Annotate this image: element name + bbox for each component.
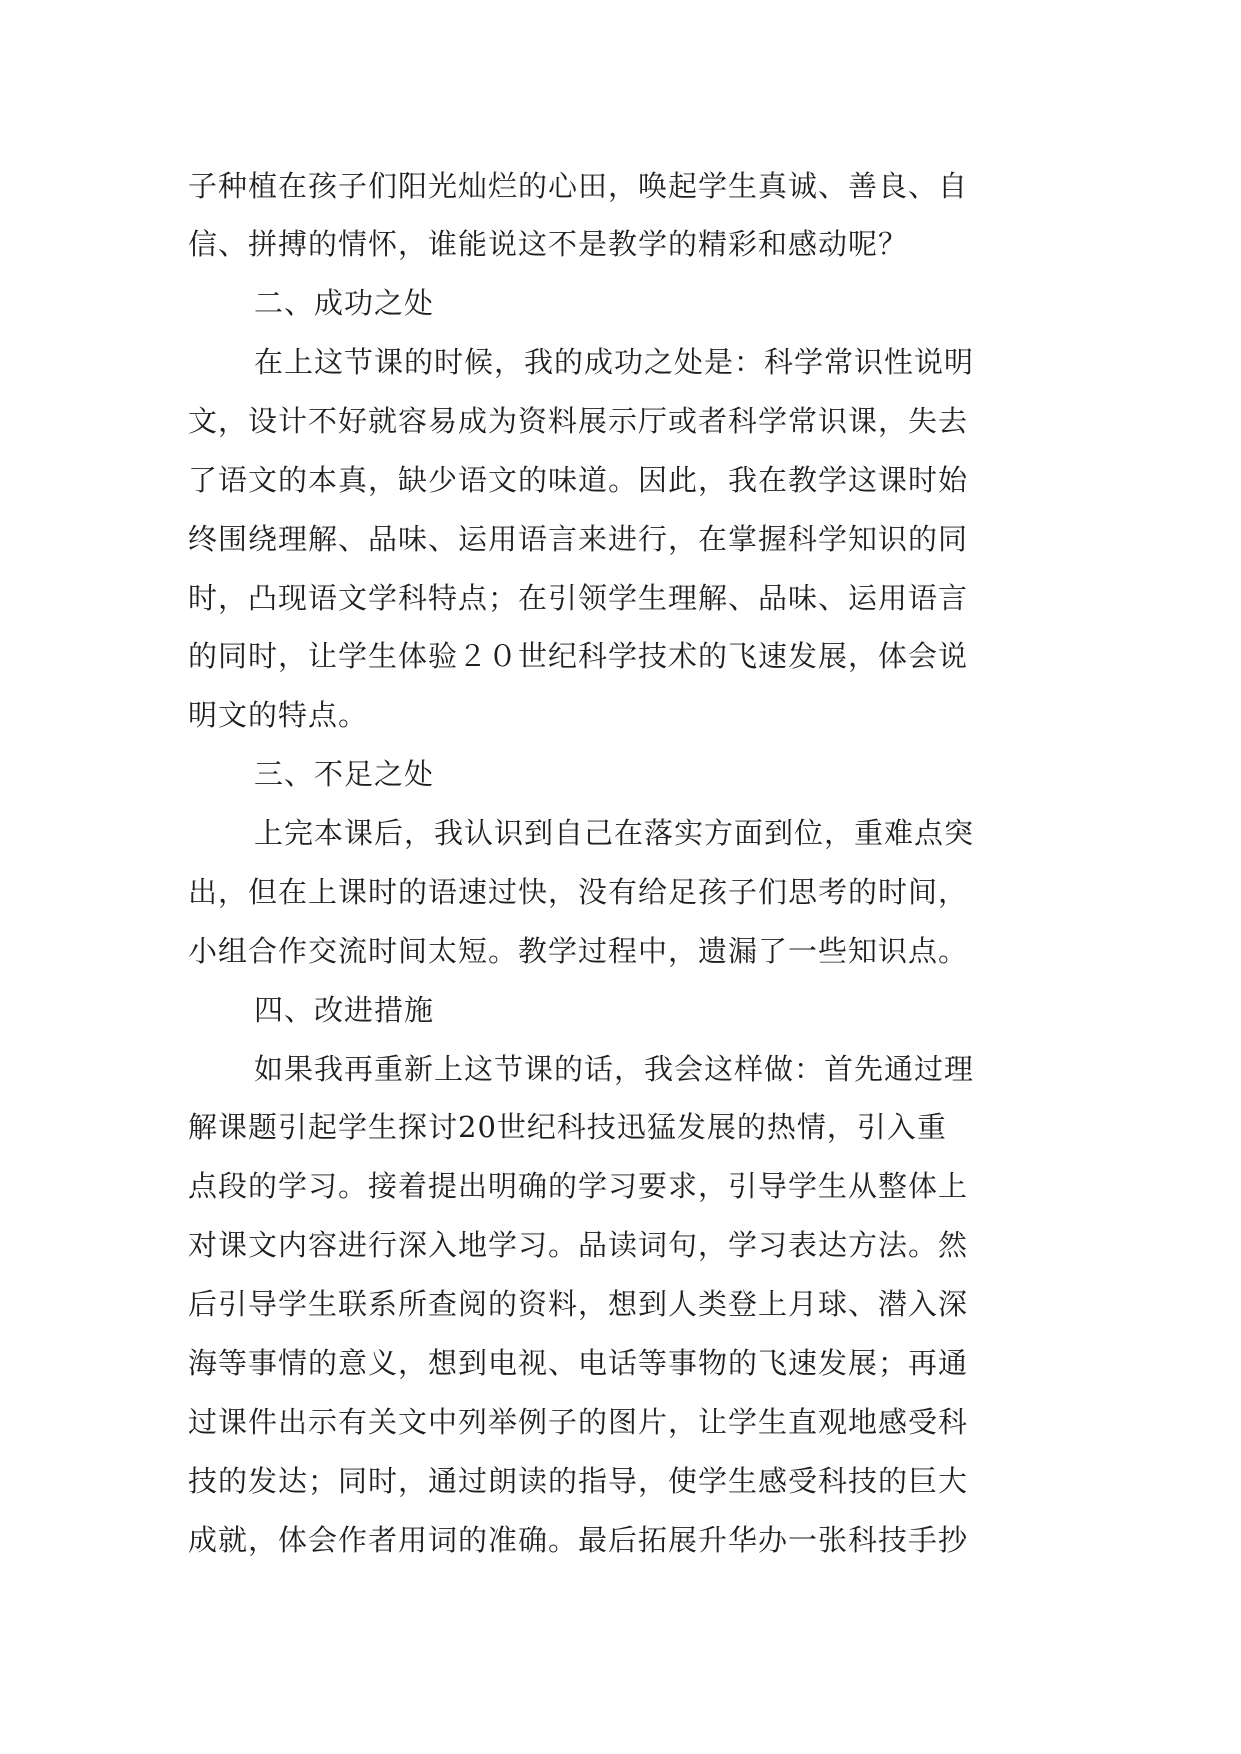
text-line: 了语文的本真，缺少语文的味道。因此，我在教学这课时始 [188,463,969,497]
text-line: 上完本课后，我认识到自己在落实方面到位，重难点突 [254,816,975,850]
text-line: 时，凸现语文学科特点；在引领学生理解、品味、运用语言 [188,581,969,615]
text-line: 对课文内容进行深入地学习。品读词句，学习表达方法。然 [188,1228,969,1262]
text-line: 如果我再重新上这节课的话，我会这样做：首先通过理 [254,1052,975,1086]
section-heading: 四、改进措施 [254,993,435,1027]
text-line: 点段的学习。接着提出明确的学习要求，引导学生从整体上 [188,1169,969,1203]
text-line: 成就，体会作者用词的准确。最后拓展升华办一张科技手抄 [188,1523,969,1557]
section-heading: 二、成功之处 [254,286,435,320]
text-line: 过课件出示有关文中列举例子的图片，让学生直观地感受科 [188,1405,969,1439]
text-line: 小组合作交流时间太短。教学过程中，遗漏了一些知识点。 [188,934,969,968]
text-line: 出，但在上课时的语速过快，没有给足孩子们思考的时间， [188,875,969,909]
text-line: 解课题引起学生探讨20世纪科技迅猛发展的热情，引入重 [188,1110,947,1144]
text-line: 在上这节课的时候，我的成功之处是：科学常识性说明 [254,345,975,379]
text-line: 明文的特点。 [188,698,369,732]
section-heading: 三、不足之处 [254,757,435,791]
text-line: 海等事情的意义，想到电视、电话等事物的飞速发展；再通 [188,1346,969,1380]
text-line: 后引导学生联系所查阅的资料，想到人类登上月球、潜入深 [188,1287,969,1321]
text-line: 终围绕理解、品味、运用语言来进行，在掌握科学知识的同 [188,522,969,556]
text-line: 子种植在孩子们阳光灿烂的心田，唤起学生真诚、善良、自 [188,169,969,203]
text-line: 文，设计不好就容易成为资料展示厅或者科学常识课，失去 [188,404,969,438]
text-line: 信、拼搏的情怀，谁能说这不是教学的精彩和感动呢？ [188,227,909,261]
text-line: 的同时，让学生体验２０世纪科学技术的飞速发展，体会说 [188,639,969,673]
text-line: 技的发达；同时，通过朗读的指导，使学生感受科技的巨大 [188,1464,969,1498]
